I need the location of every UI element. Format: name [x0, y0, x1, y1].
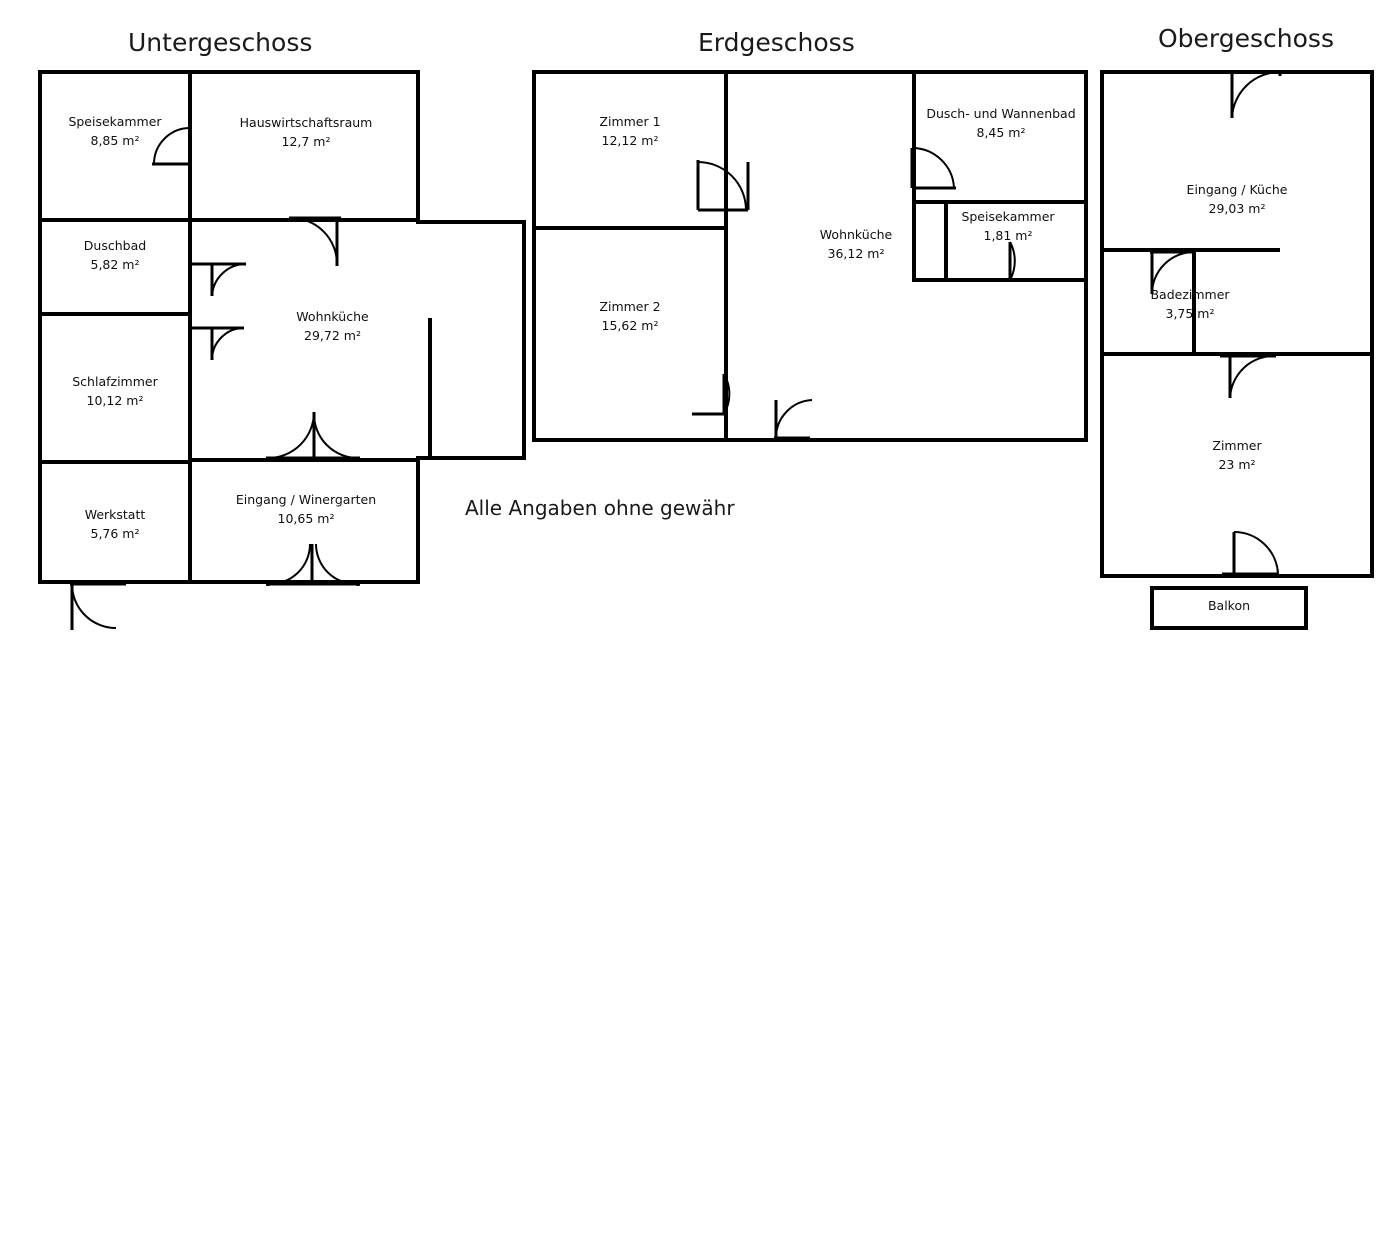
room-name: Werkstatt — [84, 507, 146, 522]
room-name: Eingang / Winergarten — [235, 492, 377, 507]
wall — [38, 218, 192, 222]
room-name: Speisekammer — [68, 114, 162, 129]
room-label-zimmer-2 — [536, 297, 724, 336]
wall — [1150, 626, 1308, 630]
disclaimer-text: Alle Angaben ohne gewähr — [465, 496, 735, 520]
wall — [1150, 586, 1308, 590]
door-speisekammer-eg — [966, 240, 1014, 284]
room-name: Zimmer — [1212, 438, 1262, 453]
wall — [912, 200, 1088, 204]
room-area: 8,45 m² — [976, 125, 1026, 141]
door-zimmer-og — [1218, 354, 1280, 400]
room-area: 3,75 m² — [1165, 306, 1215, 322]
floor-title-untergeschoss: Untergeschoss — [128, 28, 313, 57]
wall — [416, 456, 526, 460]
room-area: 5,82 m² — [90, 257, 140, 273]
door-balkon — [1220, 530, 1282, 578]
room-name: Speisekammer — [961, 209, 1055, 224]
door-eingang-double — [266, 542, 362, 588]
room-label-schlafzimmer — [42, 372, 188, 411]
room-area: 10,65 m² — [277, 511, 335, 527]
wall — [428, 318, 432, 460]
wall — [1370, 70, 1374, 578]
room-name: Balkon — [1207, 598, 1251, 613]
wall — [416, 220, 526, 224]
room-label-hauswirtschaftsraum — [192, 113, 420, 152]
room-label-speisekammer-eg — [932, 207, 1084, 246]
door-duschbad — [190, 262, 248, 298]
room-label-zimmer-og — [1104, 436, 1370, 475]
room-area: 1,81 m² — [983, 228, 1033, 244]
door-wohnkueche-double — [266, 410, 362, 462]
wall — [522, 220, 526, 460]
room-label-speisekammer — [42, 112, 188, 151]
room-label-zimmer-1 — [536, 112, 724, 151]
room-area: 12,7 m² — [281, 134, 331, 150]
wall — [38, 70, 420, 74]
floor-title-erdgeschoss: Erdgeschoss — [698, 28, 855, 57]
room-area: 29,72 m² — [304, 328, 361, 344]
room-label-werkstatt — [42, 505, 188, 544]
room-name: Eingang / Küche — [1186, 182, 1288, 197]
room-label-badezimmer — [1102, 285, 1278, 324]
door-hauswirtschaftsraum — [289, 216, 345, 268]
room-area: 5,76 m² — [90, 526, 140, 542]
room-area: 15,62 m² — [601, 318, 659, 334]
wall — [38, 312, 192, 316]
door-eingang-kueche — [1228, 70, 1284, 122]
room-area: 10,12 m² — [86, 393, 144, 409]
wall — [1100, 70, 1104, 578]
wall — [532, 226, 728, 230]
room-name: Zimmer 1 — [599, 114, 661, 129]
door-dusch-wannenbad — [910, 146, 960, 192]
room-name: Dusch- und Wannenbad — [926, 106, 1076, 121]
room-label-dusch-wannenbad — [916, 104, 1086, 143]
room-label-wohnkueche-eg — [800, 225, 912, 264]
room-name: Hauswirtschaftsraum — [239, 115, 373, 130]
room-name: Duschbad — [83, 238, 147, 253]
room-label-wohnkueche — [245, 307, 420, 346]
floor-title-obergeschoss: Obergeschoss — [1158, 24, 1334, 53]
door-zimmer-1 — [696, 158, 752, 214]
room-label-balkon — [1150, 596, 1308, 615]
room-area: 8,85 m² — [90, 133, 140, 149]
room-name: Schlafzimmer — [72, 374, 158, 389]
room-name: Wohnküche — [296, 309, 369, 324]
door-werkstatt-exit — [70, 582, 126, 634]
room-area: 36,12 m² — [827, 246, 885, 262]
room-name: Badezimmer — [1150, 287, 1230, 302]
room-name: Wohnküche — [819, 227, 893, 242]
room-name: Zimmer 2 — [599, 299, 661, 314]
room-label-eingang-winergarten — [192, 490, 420, 529]
door-zimmer-2 — [690, 372, 732, 418]
door-schlafzimmer — [190, 326, 246, 362]
room-area: 29,03 m² — [1208, 201, 1266, 217]
room-label-eingang-kueche — [1104, 180, 1370, 219]
room-label-duschbad — [42, 236, 188, 275]
wall — [532, 70, 1088, 74]
wall — [38, 460, 192, 464]
room-area: 23 m² — [1218, 457, 1256, 473]
door-wohnkueche-eg — [772, 398, 818, 442]
room-area: 12,12 m² — [601, 133, 659, 149]
